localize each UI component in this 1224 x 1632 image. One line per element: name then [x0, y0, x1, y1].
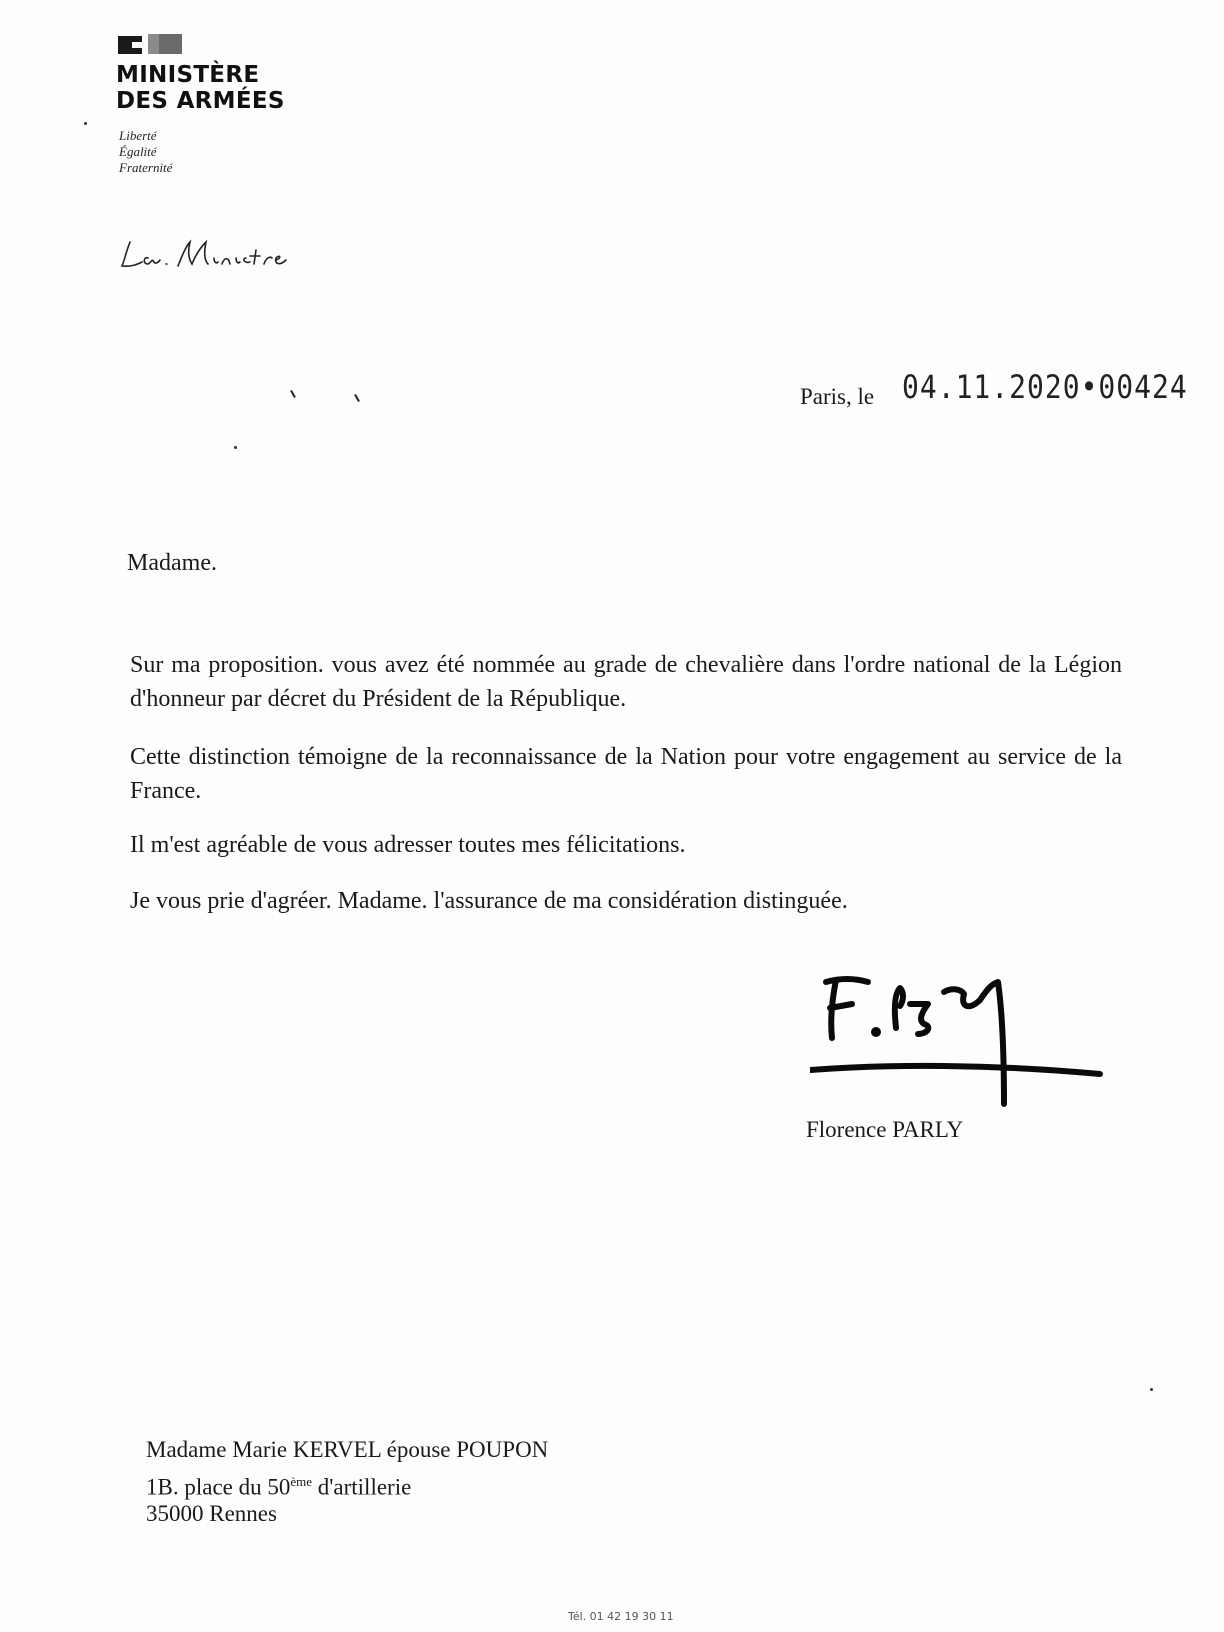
motto-egalite: Égalité: [119, 144, 157, 159]
body-paragraph-4: Je vous prie d'agréer. Madame. l'assurance de ma considération distinguée.: [130, 888, 848, 914]
speck: [1150, 1388, 1153, 1391]
motto-fraternite: Fraternité: [119, 160, 173, 175]
signature: [810, 960, 1120, 1110]
ministry-logo-mark: [118, 34, 188, 56]
stray-mark: [290, 390, 296, 398]
salutation: Madame.: [127, 550, 217, 576]
speck: [234, 446, 237, 449]
handwritten-la-ministre: [118, 236, 298, 276]
signatory-name: Florence PARLY: [806, 1117, 964, 1142]
date-reference-stamp: 04.11.2020•00424: [902, 368, 1188, 406]
footer-phone: Tél. 01 42 19 30 11: [568, 1610, 674, 1623]
recipient-name: Madame Marie KERVEL épouse POUPON: [146, 1437, 549, 1462]
street-prefix: 1B. place du 50: [146, 1474, 291, 1500]
body-paragraph-2: Cette distinction témoigne de la reconnaissance de la Nation pour votre engagement au service de la France.: [130, 744, 1122, 804]
street-sup: ème: [290, 1474, 313, 1489]
ministry-name-line-1: MINISTÈRE: [116, 62, 260, 88]
stray-mark: [354, 394, 360, 402]
speck: [84, 122, 87, 125]
body-paragraph-1: Sur ma proposition. vous avez été nommée au grade de chevalière dans l'ordre national de la Légion d'honneur par décret du Président de la République.: [130, 652, 1122, 712]
motto-liberte: Liberté: [119, 128, 157, 143]
street-suffix: d'artillerie: [312, 1474, 412, 1500]
recipient-city: 35000 Rennes: [146, 1501, 277, 1526]
ministry-name-line-2: DES ARMÉES: [116, 88, 285, 114]
dateline-place: Paris, le: [800, 384, 875, 409]
body-paragraph-3: Il m'est agréable de vous adresser toutes mes félicitations.: [130, 832, 686, 858]
